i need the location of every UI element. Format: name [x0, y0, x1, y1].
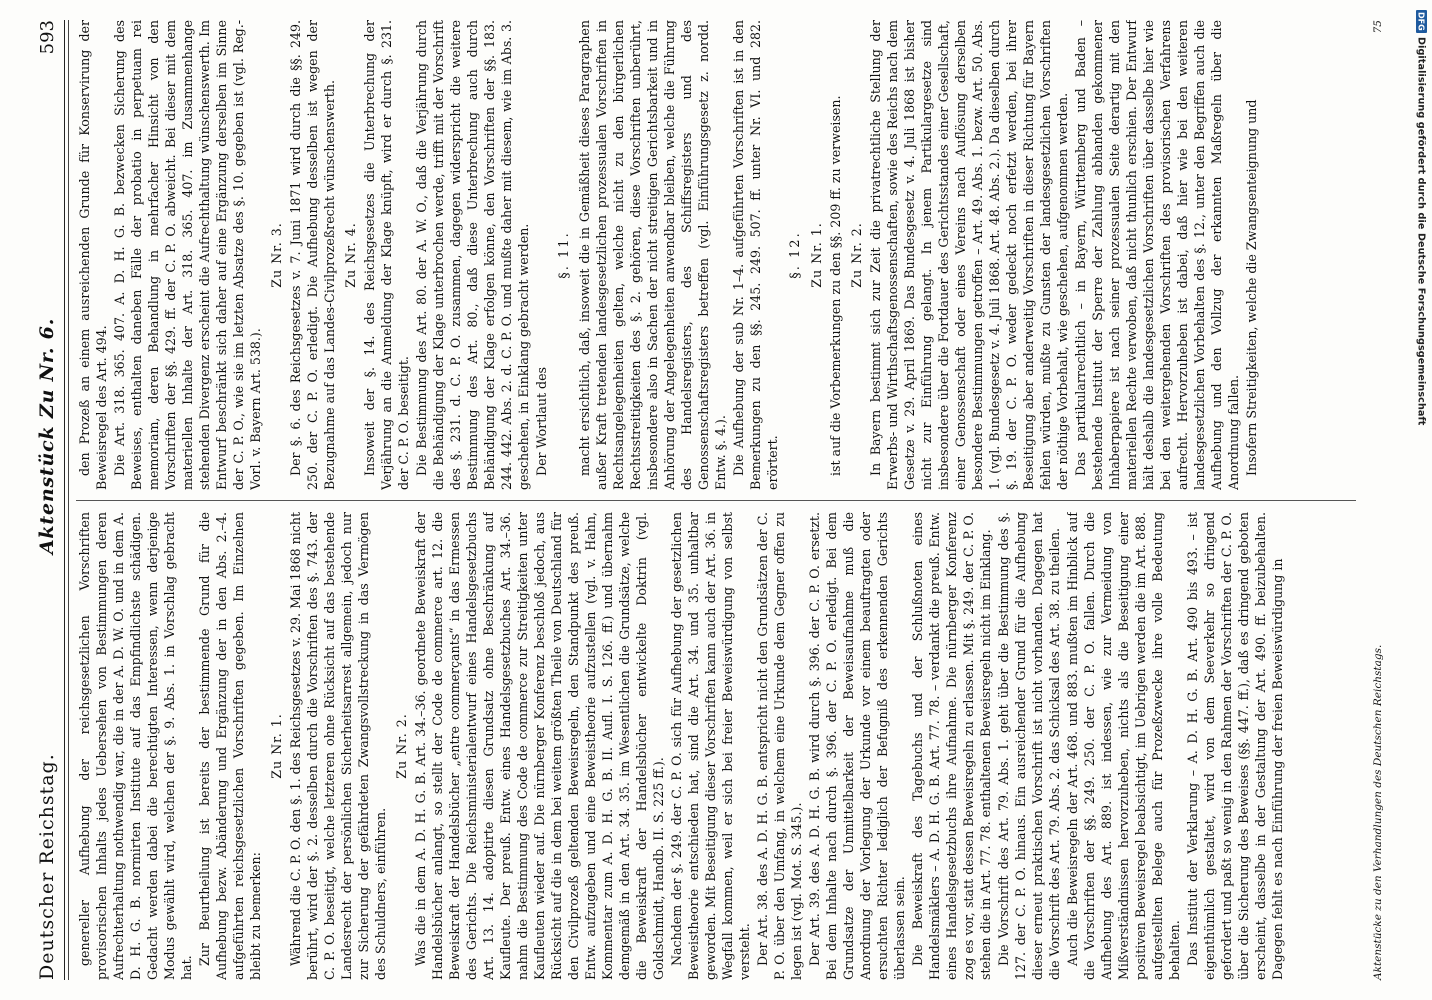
- text-column-left: [76, 512, 1366, 980]
- body-paragraph: Die Aufhebung der sub Nr. 1–4. aufgeführten Vorschriften ist in den Bemerkungen zu den §§. 245. 249. 507. ff. unter Nr. VI. und 282. erörtert.: [731, 20, 780, 490]
- body-paragraph: Der Art. 38. des A. D. H. G. B. entspricht nicht den Grundsätzen der C. P. O. über den Umfang, in welchem eine Urkunde dem Gegner offen zu legen ist (vgl. Mot. S. 345.).: [755, 512, 804, 980]
- body-paragraph: Die Bestimmung des Art. 80. der A. W. O., daß die Verjährung durch die Behändigung der Klage unterbrochen werde, trifft mit der Vorschrift des §. 231. d. C. P. O. zusammen, dagegen widerspricht die weitere Bestimmung des Art. 80., daß diese Unterbrechung auch durch Behändigung der Klage erfolgen könne, den Vorschriften der §§. 183. 244. 442. Abs. 2. d. C. P. O. und mußte daher mit diesem, wie im Abs. 3. geschehen, in Einklang gebracht werden.: [414, 20, 531, 490]
- body-paragraph: ist auf die Vorbemerkungen zu den §§. 209 ff. zu verweisen.: [828, 95, 843, 476]
- section-heading: Zu Nr. 3.: [269, 222, 284, 288]
- body-paragraph: Während die C. P. O. den §. 1. des Reichsgesetzes v. 29. Mai 1868 nicht berührt, wird der §. 2. desselben durch die Vorschriften des §. 743. der C. P. O. beseitigt, welche letzteren ohne Rücksicht auf das bestehende Landesrecht der persönlichen Sicherheitsarrest allgemein, jedoch nur zur Sicherung der gefährdeten Zwangsvollstreckung in das Vermögen des Schuldners, einführen.: [288, 512, 388, 980]
- credit-text: Digitalisierung gefördert durch die Deutsche Forschungsgemeinschaft: [1415, 36, 1427, 426]
- body-paragraph: In Bayern bestimmt sich zur Zeit die privatrechtliche Stellung der Erwerbs- und Wirthschaftsgenossenschaften, sowie des Reichs nach dem Gesetze v. 29. April 1869. Das Bundesgesetz v. 4. Juli 1868 ist bisher nicht zur Einführung gelangt. In jenem Partikulargesetze sind insbesondere über die Fortdauer des Gerichtsstandes einer Gesellschaft, einer Genossenschaft oder eines Vereins nach Auflösung derselben besondere Bestimmungen getroffen – Art. 49. Abs. 1. bezw. Art. 50. Abs. 1. (vgl. Bundesgesetz v. 4. Juli 1868. Art. 48. Abs. 2.). Da dieselben durch §. 19. der C. P. O. weder gedeckt noch erfetzt werden, bei ihrer Beseitigung aber anderweitig Vorschriften in dieser Richtung für Bayern fehlen würden, mußte zu Gunsten der landesgesetzlichen Vorschriften der nöthige Vorbehalt, wie geschehen, aufgenommen werden.: [868, 20, 1070, 490]
- page-footer: [1372, 20, 1388, 980]
- body-paragraph: Der Art. 39. des A. D. H. G. B. wird durch §. 396. der C. P. O. ersetzt. Bei dem Inhalte nach durch §. 396. der C. P. O. erledigt. Bei dem Grundsatze der Unmittelbarkeit der Beweisaufnahme muß die Anordnung der Vorlegung der Urkunde vor einem beauftragten oder ersuchten Richter lediglich der Befugniß des erkennenden Gerichts überlassen sein.: [807, 512, 907, 980]
- body-paragraph: Die Vorschrift des Art. 79. Abs. 1. geht über die Bestimmung des §. 127. der C. P. O. hinaus. Ein ausreichender Grund für die Aufhebung dieser erneut praktischen Vorschrift ist nicht vorhanden. Dagegen hat die Vorschrift des Art. 79. Abs. 2. das Schicksal des Art. 38. zu theilen.: [996, 512, 1062, 980]
- body-paragraph: Das Institut der Verklarung – A. D. H. G. B. Art. 490 bis 493. – ist eigenthümlich gestaltet, wird von dem Seeverkehr so dringend gefordert und paßt so wenig in den Rahmen der Vorschriften der C. P. O. über die Sicherung des Beweises (§§. 447. ff.), daß es dringend geboten erscheint, dasselbe in der Gestaltung der Art. 490. ff. beizubehalten. Dagegen fehlt es nach Einführung der freien Beweiswürdigung in: [1185, 512, 1285, 980]
- signature-mark: 75: [1372, 20, 1384, 34]
- column-divider: [76, 500, 1356, 501]
- body-paragraph: Zur Beurtheilung ist bereits der bestimmende Grund für die Aufhebung bezw. Abänderung und Ergänzung der in den Abs. 2.–4. aufgeführten reichsgesetzlichen Vorschriften gegeben. Im Einzelnen bleibt zu bemerken:: [197, 512, 263, 980]
- body-paragraph: Insofern Streitigkeiten, welche die Zwangsenteignung und: [1244, 99, 1259, 476]
- header-rule: [68, 20, 69, 980]
- section-heading: Zu Nr. 1.: [269, 713, 284, 779]
- body-paragraph: Der Wortlaut des: [534, 366, 549, 476]
- body-paragraph: Die Beweiskraft des Tagebuchs und der Schlußnoten eines Handelsmäklers – A. D. H. G. B. Art. 77. 78. – verdankt die preuß. Entw. eines Handelsgesetzbuchs ihre Aufnahme. Die nürnberger Konferenz zog es vor, statt dessen Beweisregeln zu erlassen. Mit §. 249. der C. P. O. stehen die in Art. 77. 78. enthaltenen Beweisregeln nicht im Einklang.: [910, 512, 993, 980]
- running-head-left: Deutscher Reichstag.: [36, 753, 58, 980]
- body-paragraph: Das partikularrechtlich – in Bayern, Württemberg und Baden – bestehende Institut der Sperre der Zahlung abhanden gekommener Inhaberpapiere ist nach seiner prozessualen Seite derartig mit den materiellen Rechte verwoben, daß nicht thunlich erschien. Der Entwurf hält deshalb die landesgesetzlichen Vorschriften über dasselbe hier wie bei den weitergehenden Vorschriften des provisorischen Verfahrens aufrecht. Hervorzuheben ist dabei, daß hier wie bei den weiteren landesgesetzlichen Vorbehalten des §. 12., unter den Begriffen auch die Aufhebung und den Vollzug der erkannten Maßregeln über die Anordnung fallen.: [1073, 20, 1241, 490]
- body-paragraph: Die Art. 318. 365. 407. A. D. H. G. B. bezwecken Sicherung des Beweises, enthalten daneben Fälle der probatio in perpetuam rei memoriam, deren Behandlung in mehrfacher Hinsicht von den Vorschriften der §§. 429. ff. der C. P. O. abweicht. Bei dieser mit dem materiellen Inhalte der Art. 318. 365. 407. im Zusammenhange stehenden Divergenz erscheint die Aufrechthaltung wünschenswerth. Im Entwurf beschränkt sich daher auf eine Ergänzung derselben im Sinne der C. P. O., wie sie im letzten Absatze des §. 10. gegeben ist (vgl. Reg.-Vorl. v. Bayern Art. 538.).: [112, 20, 263, 490]
- digitization-credit: [1412, 10, 1430, 985]
- section-heading: Zu Nr. 1.: [809, 222, 824, 288]
- dfg-logo-icon: DFG: [1416, 12, 1426, 31]
- section-heading: Zu Nr. 2.: [849, 222, 864, 288]
- paragraph-number: §. 11.: [557, 231, 572, 279]
- body-paragraph: Der §. 6. des Reichsgesetzes v. 7. Juni 1871 wird durch die §§. 249. 250. der C. P. O. erledigt. Die Aufhebung desselben ist wegen der Bezugnahme auf das Landes-Civilprozeßrecht wünschenswerth.: [288, 20, 337, 490]
- body-paragraph: macht ersichtlich, daß, insoweit die in Gemäßheit dieses Paragraphen außer Kraft tretenden landesgesetzlichen prozessualen Vorschriften in Rechtsangelegenheiten gelten, welche nicht zu den bürgerlichen Rechtsstreitigkeiten des §. 2. gehören, diese Vorschriften unberührt, insbesondere also in Sachen der nicht streitigen Gerichtsbarkeit und in Anhörung der Angelegenheiten anwendbar bleiben, welche die Führung des Handelsregisters, des Schiffsregisters und des Genossenschaftsregisters betreffen (vgl. Einführungsgesetz z. nordd. Entw. §. 4.).: [577, 20, 728, 490]
- body-paragraph: Was die in dem A. D. H. G. B. Art. 34.–36. geordnete Beweiskraft der Handelsbücher anlangt, so stellt der Code de commerce art. 12. die Beweiskraft der Handelsbücher „entre commerçants“ in das Ermessen des Gerichts. Die Reichsministerialentwurf eines Handelsgesetzbuchs Art. 13. 14. adoptirte diesen Grundsatz ohne Beschränkung auf Kaufleute. Der preuß. Entw. eines Handelsgesetzbuches Art. 34.–36. nahm die Bestimmung des Code de commerce zur Streitigkeiten unter Kaufleuten wieder auf. Die nürnberger Konferenz beschloß jedoch, aus Rücksicht auf die in dem bei weitem größten Theile von Deutschland für den Civilprozeß geltenden Beweisregeln, den Standpunkt des preuß. Entw. aufzugeben und eine Beweistheorie aufzustellen (vgl. v. Hahn, Kommentar zum A. D. H. G. B. II. Aufl. I. S. 126. ff.) und übernahm demgemäß in den Art. 34. 35. im Wesentlichen die Grundsätze, welche die Beweiskraft der Handelsbücher entwickelte Doktrin (vgl. Goldschmidt, Handb. II. S. 225 ff.).: [413, 512, 666, 980]
- body-paragraph: Auch die Beweisregeln der Art. 468. und 883. mußten im Hinblick auf die Vorschriften der §§. 249. 250. der C. P. O. fallen. Durch die Aufhebung des Art. 889. ist indessen, wie zur Vermeidung von Mißverständnissen hervorzuheben, nichts als die Beseitigung einer positiven Beweisregel beabsichtigt, im Uebrigen werden die im Art. 888. aufgestellten Belege auch für Prozeßzwecke ihre volle Bedeutung behalten.: [1065, 512, 1182, 980]
- rotated-page-content: [30, 20, 1390, 980]
- body-paragraph: Nachdem der §. 249. der C. P. O. sich für Aufhebung der gesetzlichen Beweistheorie entschieden hat, sind die Art. 34. und 35. unhaltbar geworden. Mit Beseitigung dieser Vorschriften kann auch der Art. 36. in Wegfall kommen, weil er sich bei freier Beweiswürdigung von selbst versteht.: [669, 512, 752, 980]
- text-column-right: [76, 20, 1366, 490]
- section-heading: Zu Nr. 4.: [343, 222, 358, 288]
- page-header: [30, 20, 65, 980]
- body-paragraph: genereller Aufhebung der reichsgesetzlichen Vorschriften provisorischen Inhalts jedes Uebersehen von Bestimmungen deren Aufrechterhaltung nothwendig war, die in der A. D. W. O. und in dem A. D. H. G. B. normirten Institute auf das Empfindlichste schädigen. Gedacht werden dabei die berechtigten Interessen, wenn derjenige Modus gewählt wird, welchen der §. 9. Abs. 1. in Vorschlag gebracht hat.: [77, 512, 194, 980]
- body-paragraph: Insoweit der §. 14. des Reichsgesetzes die Unterbrechung der Verjährung an die Anmeldung der Klage knüpft, wird er durch §. 231. der C. P. O. beseitigt.: [362, 20, 411, 490]
- running-head-center: Aktenstück Zu Nr. 6.: [36, 317, 58, 555]
- page-number: 593: [36, 20, 58, 55]
- paragraph-number: §. 12.: [788, 231, 803, 279]
- body-paragraph: den Prozeß an einem ausreichenden Grunde für Konservirung der Beweisregel des Art. 494.: [77, 20, 109, 490]
- section-heading: Zu Nr. 2.: [394, 713, 409, 779]
- footer-text: Aktenstücke zu den Verhandlungen des Deutschen Reichstags.: [1372, 644, 1384, 980]
